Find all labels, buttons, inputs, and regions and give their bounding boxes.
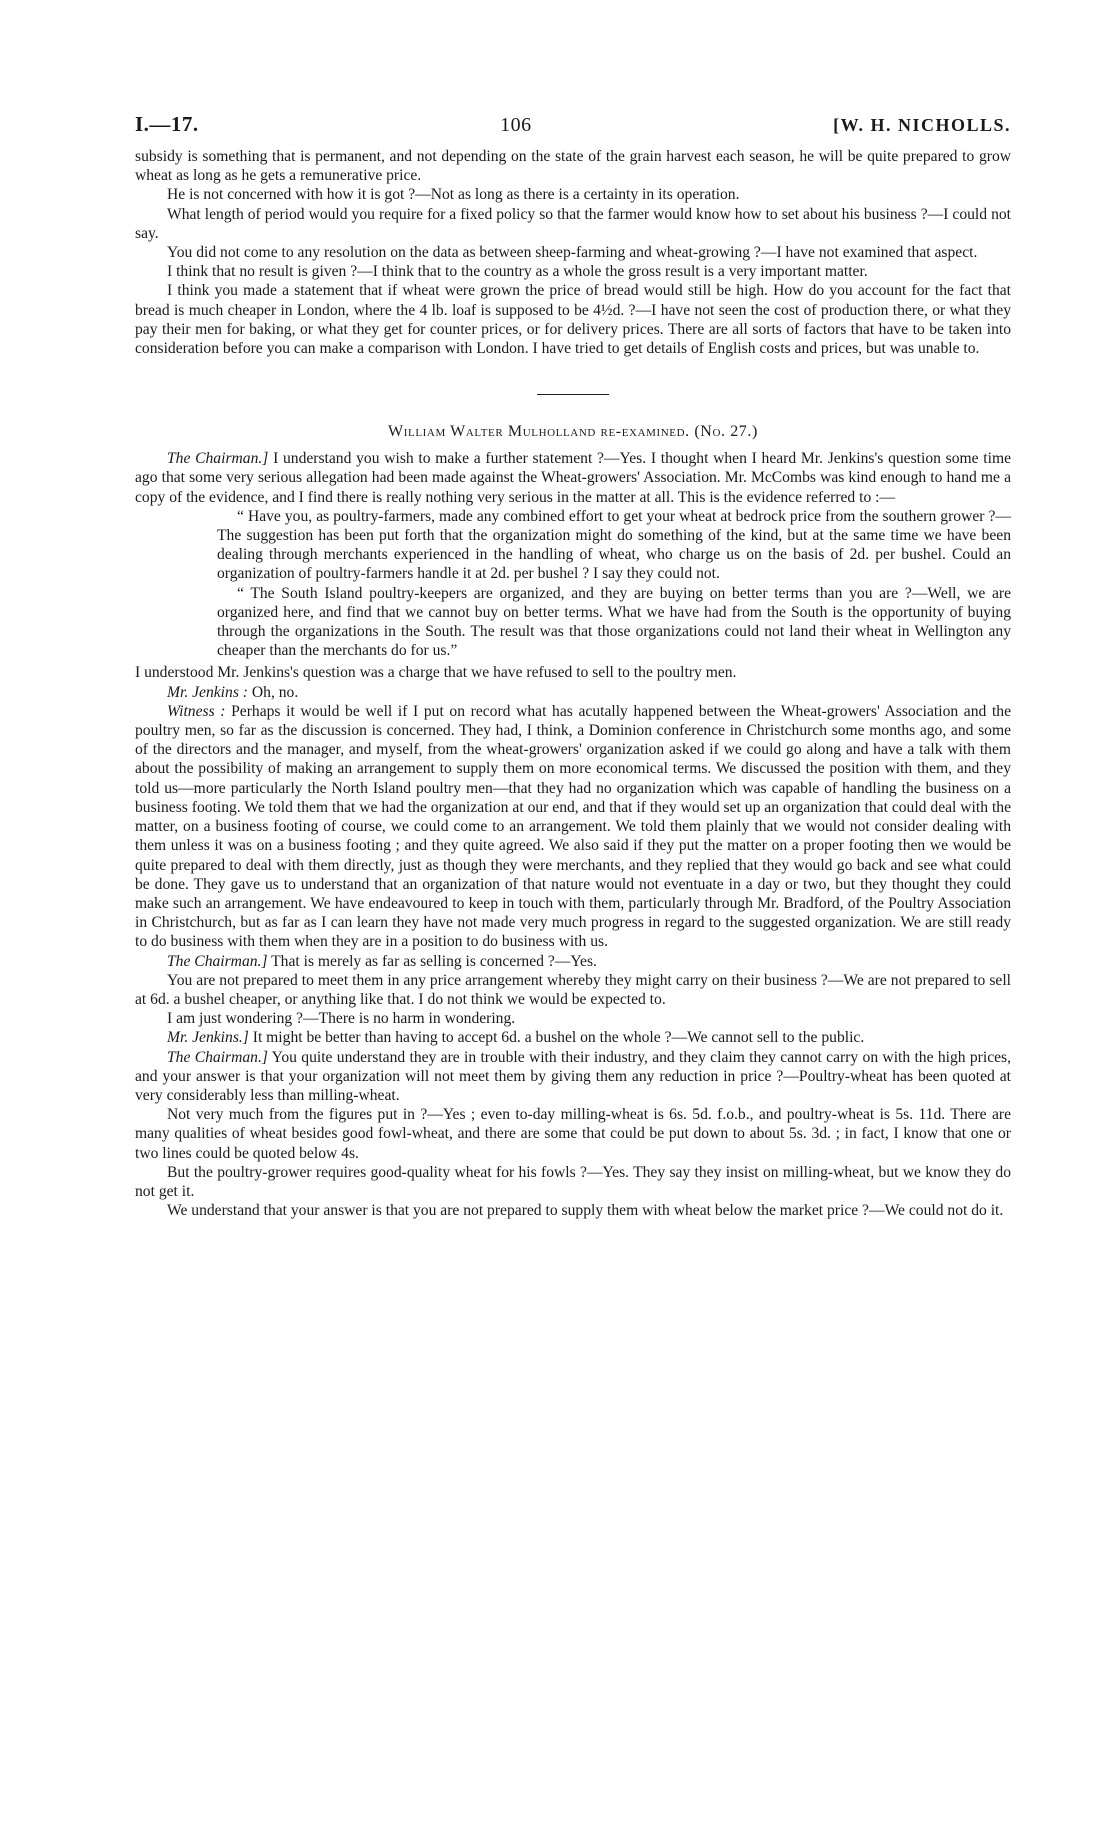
speaker-label: Mr. Jenkins : bbox=[167, 683, 248, 701]
paragraph-text: I understand you wish to make a further statement ?—Yes. I thought when I heard Mr. Jenkins's question some time ago that some very serious allegation had been made against the Wheat-growers' Association. Mr. McCombs was kind enough to hand me a copy of the evidence, and I find there is really nothing very serious in the matter at all. This is the evidence referred to :— bbox=[135, 450, 1011, 506]
paragraph: You are not prepared to meet them in any price arrangement whereby they might carry on their business ?—We are not prepared to sell at 6d. a bushel cheaper, or anything like that. I do not think we would be expected to. bbox=[135, 971, 1011, 1008]
paragraph: I understood Mr. Jenkins's question was a charge that we have refused to sell to the poultry men. bbox=[135, 664, 737, 682]
paragraph: You did not come to any resolution on the data as between sheep-farming and wheat-growing ?—I have not examined that aspect. bbox=[167, 244, 978, 262]
section-title: William Walter Mulholland re-examined. (No. 27.) bbox=[388, 423, 758, 441]
speaker-label: The Chairman.] bbox=[167, 952, 268, 970]
paragraph bbox=[135, 1028, 1011, 1047]
paragraph: I am just wondering ?—There is no harm in wondering. bbox=[167, 1010, 516, 1028]
quoted-evidence: “ The South Island poultry-keepers are organized, and they are buying on better terms than you are ?—Well, we are organized here, and find that we cannot buy on better terms. What we have had from the South is the opportunity of buying through the organizations in the South. The result was that those organizations could not land their wheat in Wellington any cheaper than the merchants do for us.” bbox=[217, 584, 1011, 660]
paragraph: subsidy is something that is permanent, and not depending on the state of the grain harvest each season, he will be quite prepared to grow wheat as long as he gets a remunerative price. bbox=[135, 148, 1011, 185]
speaker-label: Witness : bbox=[167, 702, 226, 720]
witness-running-head: [W. H. NICHOLLS. bbox=[833, 115, 1011, 135]
document-reference: I.—17. bbox=[135, 112, 199, 136]
page-number: 106 bbox=[500, 114, 532, 136]
paragraph-text: Perhaps it would be well if I put on record what has acutally happened between the Wheat-growers' Association and the poultry men, so far as the discussion is concerned. They had, I think, a Dominion conference in Christchurch some months ago, and some of the directors and the manager, and myself, from the wheat-growers' organization asked if we could go along and have a talk with them about the possibility of making an arrangement to supply them on more economical terms. We discussed the position with them, and they told us—more particularly the North Island poultry men—that they had no organization which was capable of handling the business on a business footing. We told them that we had the organization at our end, and that if they would set up an organization that could deal with the matter, on a business footing of course, we could come to an arrangement. We told them plainly that we would not consider dealing with them unless it was on a business footing ; and they quite agreed. We also said if they put the matter on a proper footing then we would be quite prepared to deal with them directly, just as though they were merchants, and they replied that they would go back and see what could be done. They gave us to understand that an organization of that nature would not eventuate in a day or two, but they thought they could make such an arrangement. We have endeavoured to keep in touch with them, particularly through Mr. Bradford, of the Poultry Association in Christchurch, but as far as I can learn they have not made very much progress in regard to the suggested organization. We are still ready to do business with them when they are in a position to do business with us. bbox=[135, 702, 1011, 951]
document-page bbox=[135, 112, 1011, 1220]
paragraph: Not very much from the figures put in ?—Yes ; even to-day milling-wheat is 6s. 5d. f.o.b., and poultry-wheat is 5s. 11d. There are many qualities of wheat besides good fowl-wheat, and there are some that could be put down to about 5s. 3d. ; in fact, I know that one or two lines could be quoted below 4s. bbox=[135, 1106, 1011, 1162]
paragraph: We understand that your answer is that you are not prepared to supply them with wheat below the market price ?—We could not do it. bbox=[167, 1202, 1004, 1220]
paragraph: But the poultry-grower requires good-quality wheat for his fowls ?—Yes. They say they insist on milling-wheat, but we know they do not get it. bbox=[135, 1163, 1011, 1200]
page-header bbox=[135, 112, 1011, 137]
section-divider bbox=[537, 394, 609, 395]
paragraph: I think that no result is given ?—I think that to the country as a whole the gross result is a very important matter. bbox=[167, 263, 868, 281]
speaker-label: The Chairman.] bbox=[167, 450, 269, 468]
paragraph: I think you made a statement that if wheat were grown the price of bread would still be high. How do you account for the fact that bread is much cheaper in London, where the 4 lb. loaf is supposed to be 4½d. ?—I have not seen the cost of production there, or what they pay their men for baking, or what they get for counter prices, or for delivery prices. There are all sorts of factors that have to be taken into consideration before you can make a comparison with London. I have tried to get details of English costs and prices, but was unable to. bbox=[135, 282, 1011, 358]
paragraph: He is not concerned with how it is got ?—Not as long as there is a certainty in its operation. bbox=[167, 186, 740, 204]
paragraph bbox=[135, 1048, 1011, 1106]
speaker-label: Mr. Jenkins.] bbox=[167, 1029, 249, 1047]
paragraph bbox=[135, 449, 1011, 507]
paragraph bbox=[135, 683, 1011, 702]
speaker-label: The Chairman.] bbox=[167, 1048, 268, 1066]
paragraph: What length of period would you require for a fixed policy so that the farmer would know how to set about his business ?—I could not say. bbox=[135, 205, 1011, 242]
paragraph bbox=[135, 702, 1011, 952]
paragraph-text: It might be better than having to accept 6d. a bushel on the whole ?—We cannot sell to the public. bbox=[248, 1029, 865, 1047]
top-section bbox=[135, 147, 1011, 358]
quoted-evidence: “ Have you, as poultry-farmers, made any combined effort to get your wheat at bedrock price from the southern grower ?—The suggestion has been put forth that the organization might do something of the kind, but at the same time we have been dealing through merchants experienced in the handling of wheat, who charge us on the basis of 2d. per bushel. Could an organization of poultry-farmers handle it at 2d. per bushel ? I say they could not. bbox=[217, 507, 1011, 583]
paragraph-text: You quite understand they are in trouble with their industry, and they claim they cannot carry on with the high prices, and your answer is that your organization will not meet them by giving them any reduction in price ?—Poultry-wheat has been quoted at very considerably less than milling-wheat. bbox=[135, 1048, 1011, 1104]
paragraph-text: Oh, no. bbox=[247, 683, 299, 701]
paragraph bbox=[135, 952, 1011, 971]
paragraph-text: That is merely as far as selling is concerned ?—Yes. bbox=[267, 952, 597, 970]
